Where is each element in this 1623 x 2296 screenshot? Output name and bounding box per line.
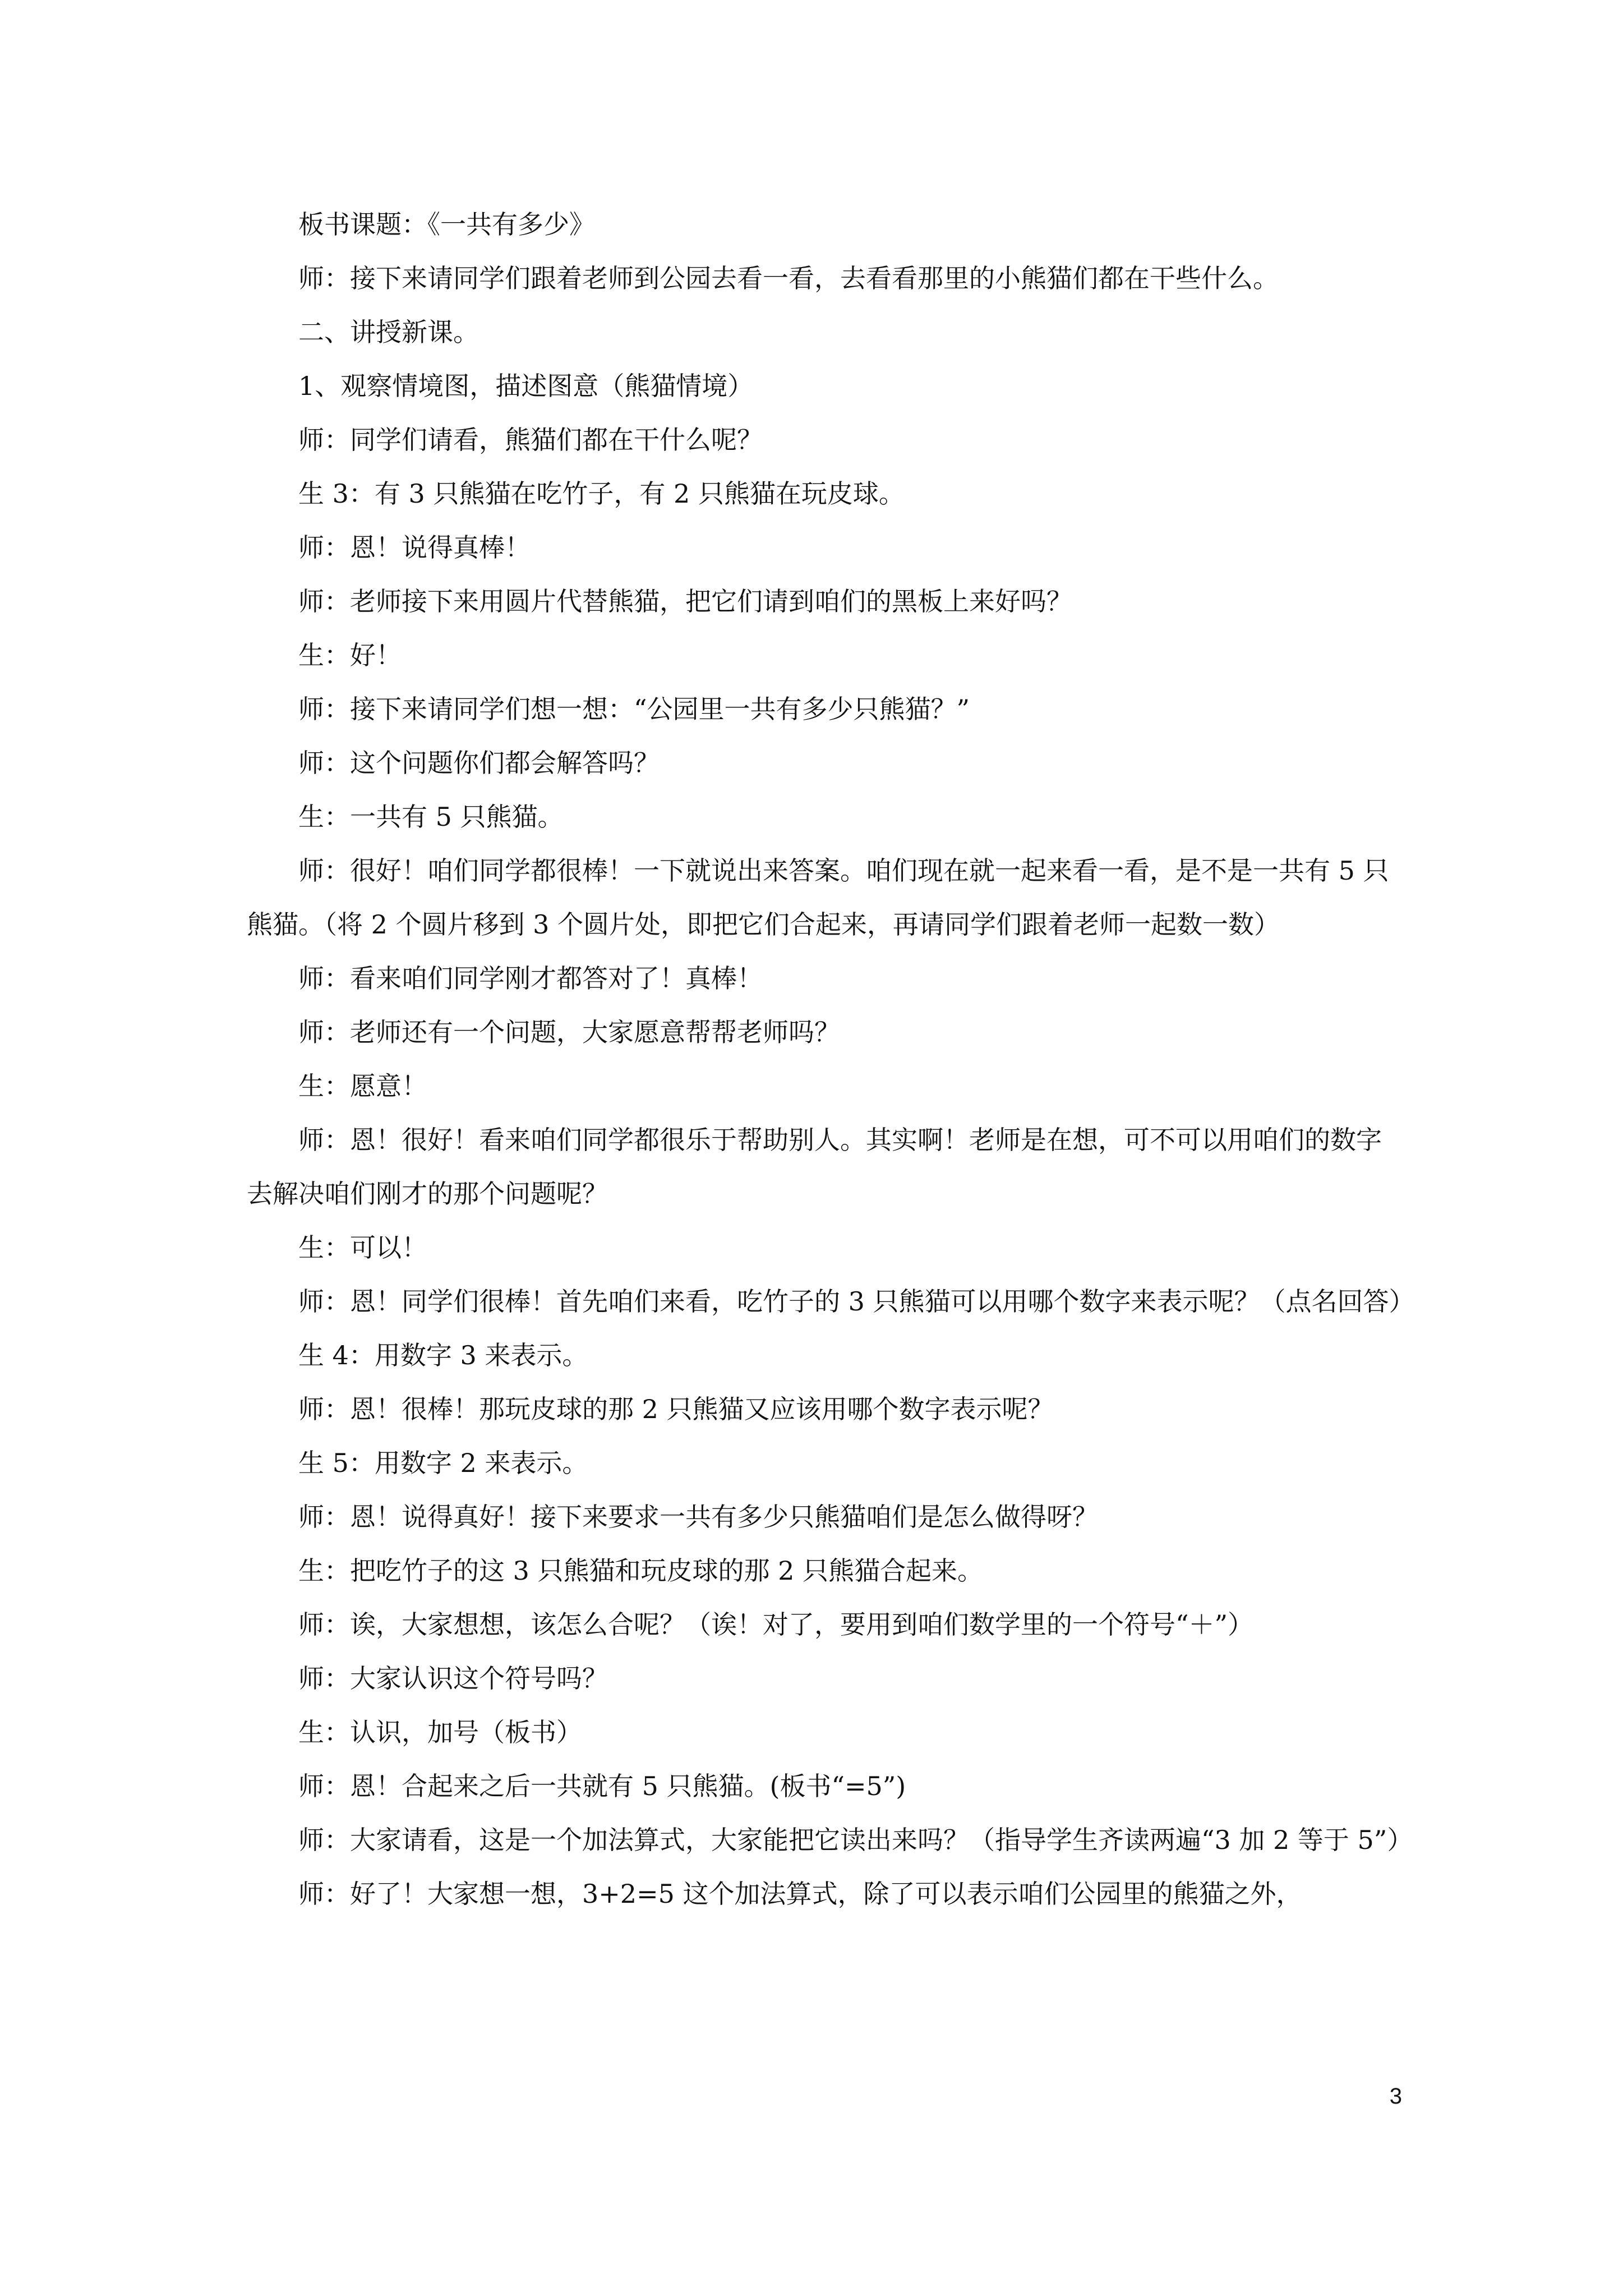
paragraph: 生：可以！ xyxy=(298,1232,427,1263)
paragraph: 师：恩！很好！看来咱们同学都很乐于帮助别人。其实啊！老师是在想，可不可以用咱们的数字去解决咱们刚才的那个问题呢？ xyxy=(247,1125,1382,1209)
paragraph: 二、讲授新课。 xyxy=(298,317,479,347)
paragraph: 生 5：用数字 2 来表示。 xyxy=(298,1448,588,1478)
paragraph: 师：恩！合起来之后一共就有 5 只熊猫。(板书“=5”) xyxy=(298,1771,906,1801)
paragraph: 师：诶，大家想想，该怎么合呢？（诶！对了，要用到咱们数学里的一个符号“＋”） xyxy=(298,1609,1254,1640)
paragraph: 师：恩！说得真好！接下来要求一共有多少只熊猫咱们是怎么做得呀？ xyxy=(298,1502,1098,1532)
paragraph: 板书课题：《一共有多少》 xyxy=(298,209,595,240)
paragraph: 生：认识，加号（板书） xyxy=(298,1717,582,1747)
paragraph: 师：恩！同学们很棒！首先咱们来看，吃竹子的 3 只熊猫可以用哪个数字来表示呢？（点名回答） xyxy=(298,1286,1415,1317)
paragraph: 生：一共有 5 只熊猫。 xyxy=(298,802,564,832)
paragraph: 师：接下来请同学们想一想：“公园里一共有多少只熊猫？” xyxy=(298,694,970,724)
paragraph: 生：好！ xyxy=(298,640,402,670)
paragraph: 师：大家认识这个符号吗？ xyxy=(298,1663,608,1694)
paragraph: 师：同学们请看，熊猫们都在干什么呢？ xyxy=(298,425,763,455)
paragraph: 师：接下来请同学们跟着老师到公园去看一看，去看看那里的小熊猫们都在干些什么。 xyxy=(298,263,1279,293)
paragraph: 师：很好！咱们同学都很棒！一下就说出来答案。咱们现在就一起来看一看，是不是一共有 5 只熊猫。（将 2 个圆片移到 3 个圆片处，即把它们合起来，再请同学们跟着老师一起数一数） xyxy=(247,855,1389,940)
paragraph: 1、观察情境图，描述图意（熊猫情境） xyxy=(298,371,754,401)
paragraph: 师：好了！大家想一想，3+2=5 这个加法算式，除了可以表示咱们公园里的熊猫之外， xyxy=(298,1879,1302,1909)
paragraph: 生：把吃竹子的这 3 只熊猫和玩皮球的那 2 只熊猫合起来。 xyxy=(298,1556,984,1586)
paragraph: 师：老师接下来用圆片代替熊猫，把它们请到咱们的黑板上来好吗？ xyxy=(298,586,1072,616)
paragraph: 师：恩！很棒！那玩皮球的那 2 只熊猫又应该用哪个数字表示呢？ xyxy=(298,1394,1054,1424)
paragraph: 生 4：用数字 3 来表示。 xyxy=(298,1340,588,1370)
paragraph: 师：这个问题你们都会解答吗？ xyxy=(298,748,660,778)
page-number: 3 xyxy=(1389,2084,1402,2109)
paragraph: 生：愿意！ xyxy=(298,1071,427,1101)
paragraph: 师：老师还有一个问题，大家愿意帮帮老师吗？ xyxy=(298,1017,840,1047)
body-text xyxy=(247,197,1415,1921)
paragraph: 师：大家请看，这是一个加法算式，大家能把它读出来吗？（指导学生齐读两遍“3 加 2 等于 5”） xyxy=(298,1825,1413,1855)
paragraph: 师：看来咱们同学刚才都答对了！真棒！ xyxy=(298,963,763,993)
paragraph: 生 3：有 3 只熊猫在吃竹子，有 2 只熊猫在玩皮球。 xyxy=(298,478,905,509)
paragraph: 师：恩！说得真棒！ xyxy=(298,532,531,563)
